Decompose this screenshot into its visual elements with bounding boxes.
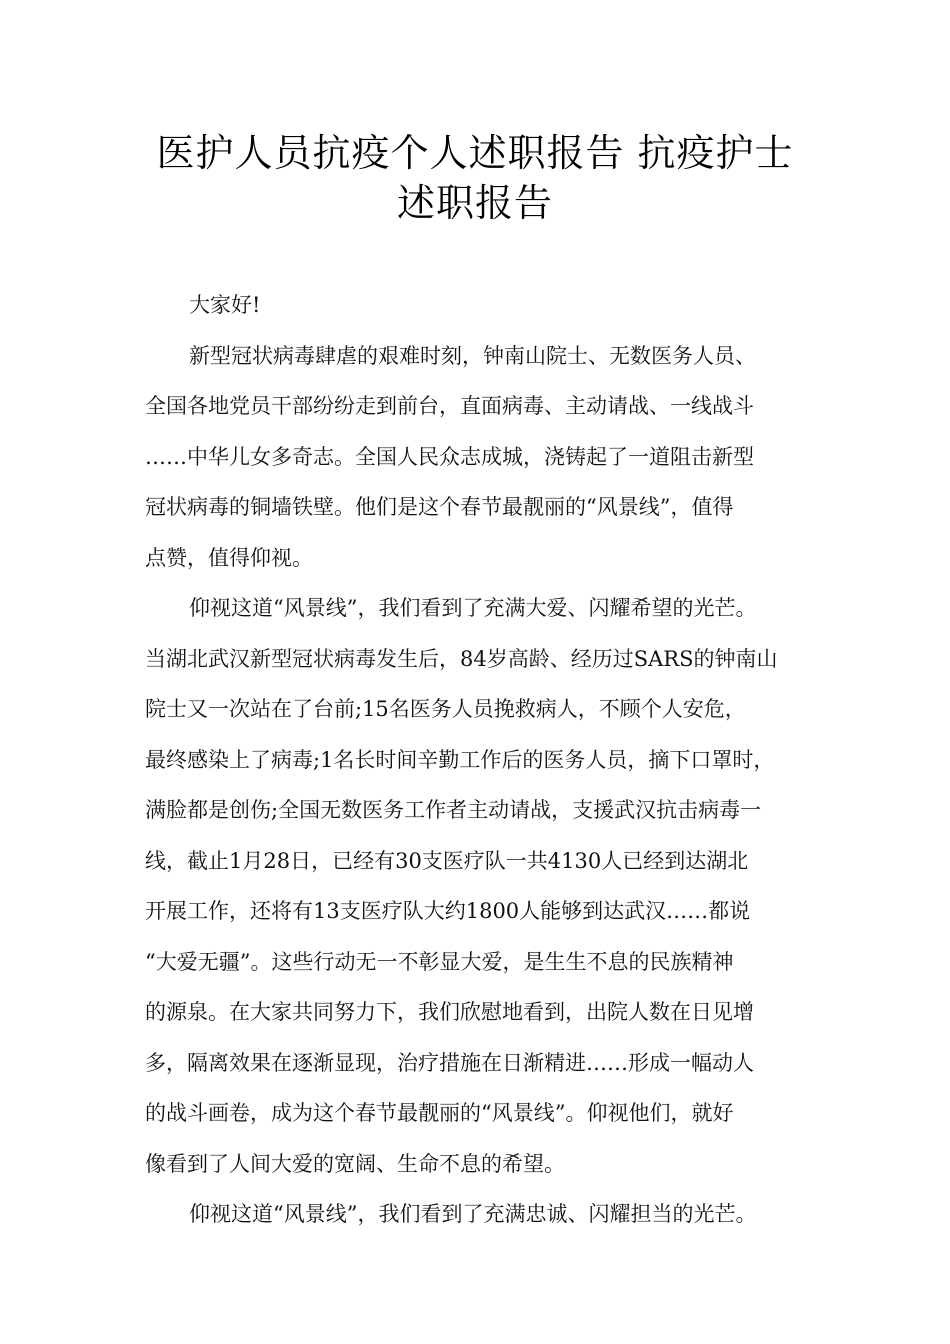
document-title (120, 128, 830, 228)
text-line: 冠状病毒的铜墙铁壁。他们是这个春节最靓丽的“风景线”，值得 (145, 495, 734, 519)
text-line: 开展工作，还将有13支医疗队大约1800人能够到达武汉……都说 (145, 899, 751, 923)
text-line: 像看到了人间大爱的宽阔、生命不息的希望。 (145, 1151, 565, 1176)
text-line: 的源泉。在大家共同努力下，我们欣慰地看到，出院人数在日见增 (145, 1000, 754, 1024)
title-line-2: 述职报告 (396, 181, 553, 225)
text-line: “大爱无疆”。这些行动无一不彰显大爱，是生生不息的民族精神 (145, 949, 734, 974)
text-line: 最终感染上了病毒;1名长时间辛勤工作后的医务人员，摘下口罩时， (145, 747, 775, 772)
title-line-1: 医护人员抗疫个人述职报告 抗疫护士 (156, 131, 794, 175)
text-line: 大家好! (189, 293, 261, 317)
text-line: 满脸都是创伤;全国无数医务工作者主动请战，支援武汉抗击病毒一 (145, 798, 762, 822)
text-line: 院士又一次站在了台前;15名医务人员挽救病人，不顾个人安危， (145, 697, 746, 721)
text-line: 多，隔离效果在逐渐显现，治疗措施在日渐精进……形成一幅动人 (145, 1050, 754, 1075)
text-line: ……中华儿女多奇志。全国人民众志成城，浇铸起了一道阻击新型 (145, 444, 754, 469)
text-line: 点赞，值得仰视。 (145, 545, 313, 570)
text-line: 全国各地党员干部纷纷走到前台，直面病毒、主动请战、一线战斗 (145, 394, 754, 418)
document-body (145, 280, 835, 1240)
text-line: 的战斗画卷，成为这个春节最靓丽的“风景线”。仰视他们，就好 (145, 1101, 734, 1125)
text-line: 线，截止1月28日，已经有30支医疗队一共4130人已经到达湖北 (145, 848, 749, 873)
text-line: 仰视这道“风景线”，我们看到了充满忠诚、闪耀担当的光芒。 (189, 1202, 757, 1226)
text-line: 仰视这道“风景线”，我们看到了充满大爱、闪耀希望的光芒。 (189, 596, 757, 620)
text-line: 新型冠状病毒肆虐的艰难时刻，钟南山院士、无数医务人员、 (189, 343, 756, 368)
text-line: 当湖北武汉新型冠状病毒发生后，84岁高龄、经历过SARS的钟南山 (145, 646, 778, 671)
